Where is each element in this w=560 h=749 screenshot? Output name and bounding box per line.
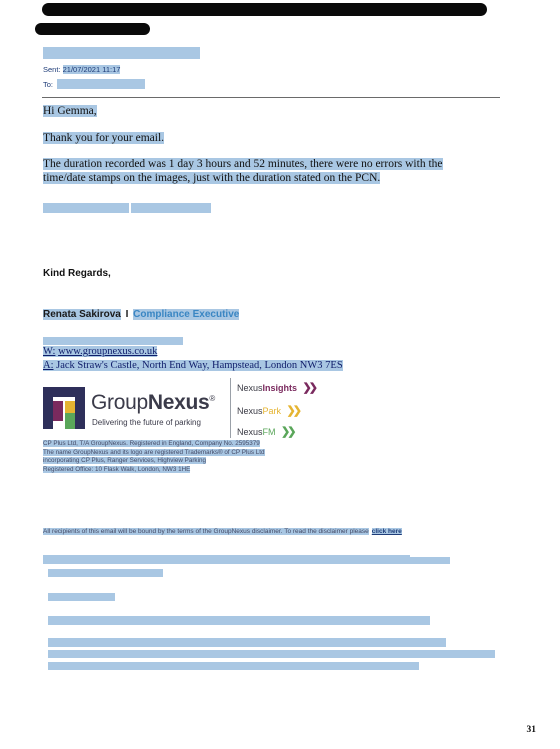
groupnexus-mark-icon (43, 387, 85, 429)
page-number: 31 (526, 725, 536, 735)
web-link[interactable]: www.groupnexus.co.uk (58, 346, 158, 357)
address-value: Jack Straw's Castle, North End Way, Hampstead, London NW3 7ES (56, 360, 343, 371)
redaction-bar-top (42, 3, 487, 16)
to-line (43, 80, 53, 89)
redacted-block-1 (43, 555, 410, 564)
chevrons-icon: ❯❯ (281, 426, 294, 438)
redacted-name-1 (43, 203, 129, 213)
disclaimer-link[interactable]: click here (371, 528, 402, 535)
redacted-block-4 (48, 616, 430, 625)
redacted-block-5 (48, 638, 446, 647)
sent-line (43, 65, 120, 74)
redacted-block-1b (410, 557, 450, 564)
closing: Kind Regards, (43, 268, 111, 279)
signature-title: Compliance Executive (133, 309, 240, 320)
brand-nexusinsights: NexusInsights ❯❯ (237, 382, 315, 394)
address-label: A: (43, 360, 54, 371)
chevrons-icon: ❯❯ (302, 382, 315, 394)
signature-name: Renata Sakirova (43, 309, 121, 320)
redacted-phone (43, 337, 183, 345)
sent-value: 21/07/2021 11:17 (62, 65, 121, 74)
web-label: W: (43, 346, 56, 357)
redaction-bar-top-2 (35, 23, 150, 35)
legal-notice: CP Plus Ltd, T/A GroupNexus. Registered in England, Company No. 2595379 The name GroupNexus and its logo are registered Trademarks® of CP Plus Ltd incorporating CP Plus, Ranger Services, Highview Parking Registered Office: 10 Flask Walk, London, NW3 1HE (43, 440, 265, 473)
redacted-name-2 (131, 203, 211, 213)
paragraph-duration: The duration recorded was 1 day 3 hours and 52 minutes, there were no errors with the time/date stamps on the images, just with the duration stated on the PCN. (43, 158, 443, 184)
sent-label: Sent: (43, 65, 61, 74)
logo-wordmark: GroupNexus® (91, 391, 216, 414)
to-label: To: (43, 80, 54, 89)
groupnexus-logo (43, 385, 223, 435)
chevrons-icon: ❯❯ (286, 405, 299, 417)
logo-tagline: Delivering the future of parking (92, 418, 201, 427)
paragraph-thanks: Thank you for your email. (43, 132, 165, 144)
signature-separator: I (125, 309, 129, 320)
redacted-sender (43, 47, 200, 59)
disclaimer (43, 528, 402, 535)
signature-line (43, 309, 239, 320)
logo-divider (230, 378, 231, 438)
redacted-block-2 (48, 569, 163, 577)
header-divider (42, 97, 500, 98)
greeting: Hi Gemma, (43, 105, 97, 117)
disclaimer-text: All recipients of this email will be bound by the terms of the GroupNexus disclaimer. To read the disclaimer please (43, 528, 369, 535)
brand-nexusfm: NexusFM ❯❯ (237, 426, 294, 438)
redacted-block-6 (48, 650, 495, 658)
address-line (43, 360, 343, 372)
redacted-block-3 (48, 593, 115, 601)
web-line (43, 346, 157, 358)
redacted-block-7 (48, 662, 419, 670)
redacted-recipient (57, 79, 145, 89)
brand-nexuspark: NexusPark ❯❯ (237, 405, 299, 417)
